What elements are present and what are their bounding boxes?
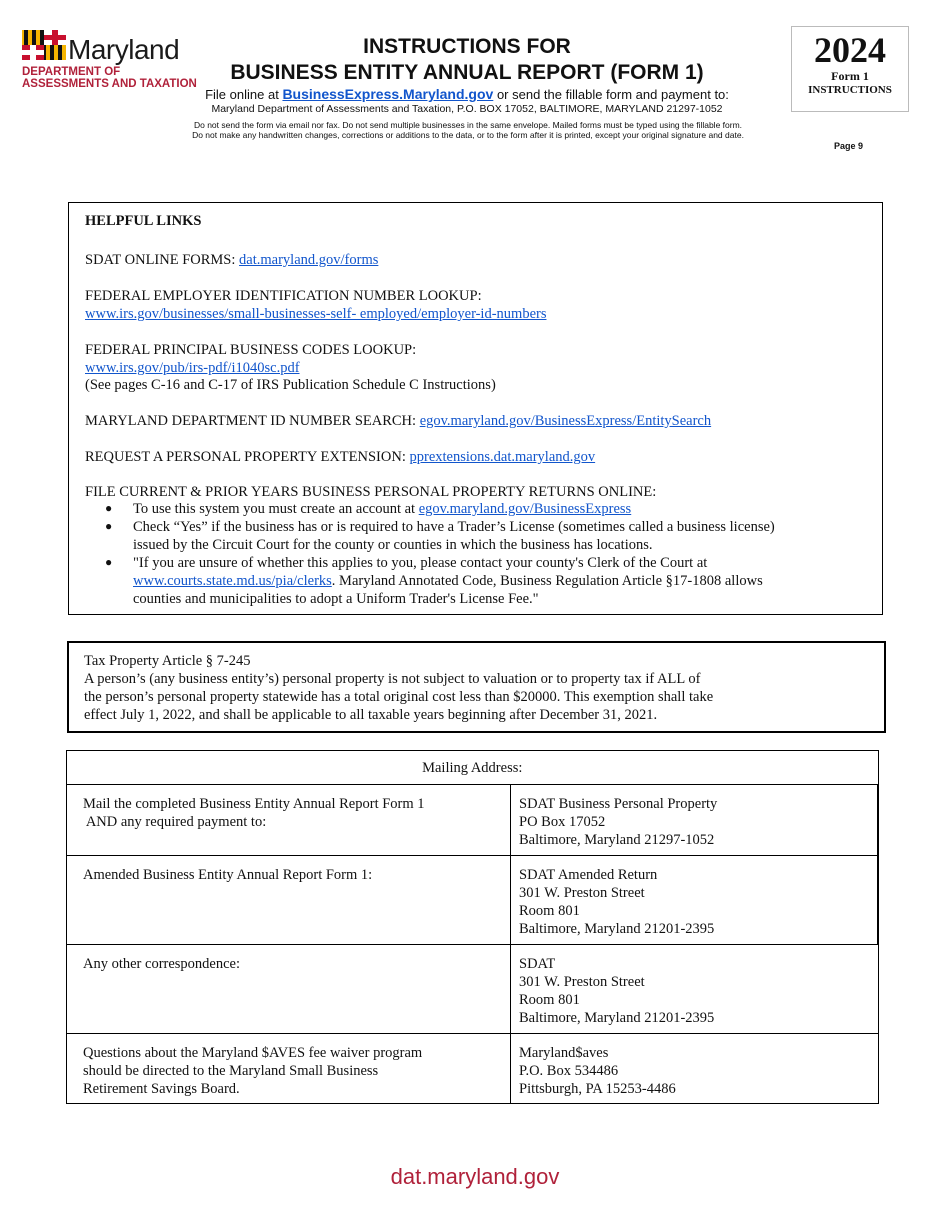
pp-extension-label: REQUEST A PERSONAL PROPERTY EXTENSION: (85, 449, 406, 465)
year-badge (791, 26, 909, 112)
bullet-2-line1: Check “Yes” if the business has or is required to have a Trader’s License (sometimes called a business license) (133, 519, 775, 535)
table-row (67, 945, 879, 1034)
instructions-label: INSTRUCTIONS (808, 84, 892, 96)
cell-line: PO Box 17052 (519, 814, 606, 830)
table-cell-address (511, 1034, 879, 1104)
cell-line: SDAT Amended Return (519, 867, 658, 883)
file-online-suffix: or send the fillable form and payment to: (496, 87, 729, 102)
bullet-1-text: To use this system you must create an account at (133, 501, 416, 517)
mailing-address-header: Mailing Address: (67, 751, 879, 785)
cell-line: P.O. Box 534486 (519, 1063, 619, 1079)
cell-line: SDAT Business Personal Property (519, 796, 718, 812)
table-cell-address (511, 785, 879, 856)
cell-line: Room 801 (519, 992, 580, 1008)
tax-article-line: A person’s (any business entity’s) personal property is not subject to valuation or to property tax if ALL of (84, 671, 701, 687)
instruction-note-2: Do not make any handwritten changes, corrections or additions to the data, or to the form after it is printed, except your original signature and date. (192, 130, 744, 140)
bullet-3-line2-text: . Maryland Annotated Code, Business Regulation Article §17-1808 allows (331, 573, 763, 589)
cell-line: Maryland$aves (519, 1045, 609, 1061)
footer-url: dat.maryland.gov (390, 1164, 560, 1189)
form-label: Form 1 (831, 69, 869, 83)
table-row (67, 785, 879, 856)
fein-link[interactable]: www.irs.gov/businesses/small-businesses-self- employed/employer-id-numbers (85, 306, 547, 322)
tax-article-box (67, 641, 886, 733)
logo-dept-line2: ASSESSMENTS AND TAXATION (22, 78, 197, 90)
md-id-row (85, 412, 711, 430)
file-online-line (180, 86, 754, 102)
cell-line: Retirement Savings Board. (83, 1081, 240, 1097)
table-cell-description (67, 945, 511, 1034)
cell-line: SDAT (519, 956, 556, 972)
table-cell-description (67, 856, 511, 945)
cell-line: Room 801 (519, 903, 580, 919)
cell-line: should be directed to the Maryland Small Business (83, 1063, 379, 1079)
entity-search-link[interactable]: egov.maryland.gov/BusinessExpress/EntitySearch (419, 413, 712, 429)
sdat-forms-row (85, 251, 378, 269)
tax-article-line: the person’s personal property statewide has a total original cost less than $20000. This exemption shall take (84, 689, 714, 705)
cell-line: AND any required payment to: (83, 814, 267, 830)
business-express-link[interactable]: BusinessExpress.Maryland.gov (282, 86, 494, 102)
pp-extension-row (85, 448, 595, 466)
helpful-links-heading: HELPFUL LINKS (85, 213, 202, 229)
bullet-icon: ● (105, 555, 113, 569)
page-number: Page 9 (834, 141, 864, 151)
cell-line: Baltimore, Maryland 21201-2395 (519, 1010, 715, 1026)
pbc-note: (See pages C-16 and C-17 of IRS Publication Schedule C Instructions) (85, 377, 496, 393)
fein-label: FEDERAL EMPLOYER IDENTIFICATION NUMBER LOOKUP: (85, 288, 482, 304)
pbc-label: FEDERAL PRINCIPAL BUSINESS CODES LOOKUP: (85, 342, 417, 358)
file-online-prefix: File online at (205, 87, 279, 102)
cell-line: Baltimore, Maryland 21297-1052 (519, 832, 715, 848)
business-express-account-link[interactable]: egov.maryland.gov/BusinessExpress (418, 501, 632, 517)
sdat-forms-link[interactable]: dat.maryland.gov/forms (239, 252, 379, 268)
bullet-3-line3: counties and municipalities to adopt a Uniform Trader's License Fee." (133, 591, 539, 607)
bullet-3-line2 (133, 572, 763, 590)
logo-dept-line1: DEPARTMENT OF (22, 66, 121, 78)
md-id-label: MARYLAND DEPARTMENT ID NUMBER SEARCH: (85, 413, 417, 429)
helpful-links-box (68, 202, 883, 615)
pp-extension-link[interactable]: pprextensions.dat.maryland.gov (409, 449, 596, 465)
cell-line: Pittsburgh, PA 15253-4486 (519, 1081, 676, 1097)
cell-line: 301 W. Preston Street (519, 885, 645, 901)
mail-address-line: Maryland Department of Assessments and Taxation, P.O. BOX 17052, BALTIMORE, MARYLAND 21297-1052 (211, 103, 723, 115)
instruction-note-1: Do not send the form via email nor fax. Do not send multiple businesses in the same envelope. Mailed forms must be typed using the fillable form. (193, 120, 743, 130)
logo-department (22, 66, 197, 90)
tax-article-title: Tax Property Article § 7-245 (84, 653, 251, 669)
table-cell-description (67, 785, 511, 856)
bullet-1 (133, 500, 631, 518)
table-row (67, 1034, 879, 1104)
bullet-3-line1: "If you are unsure of whether this applies to you, please contact your county's Clerk of the Court at (133, 555, 708, 571)
table-header-row (67, 751, 879, 785)
cell-line: Questions about the Maryland $AVES fee waiver program (83, 1045, 423, 1061)
table-cell-address (511, 945, 879, 1034)
sdat-forms-label: SDAT ONLINE FORMS: (85, 252, 236, 268)
cell-line: Any other correspondence: (83, 956, 241, 972)
table-cell-description (67, 1034, 511, 1104)
logo-wordmark: Maryland (68, 34, 180, 65)
page-title-line1: INSTRUCTIONS FOR (363, 35, 571, 58)
year-label: 2024 (814, 30, 886, 70)
table-cell-address (511, 856, 879, 945)
cell-line: Baltimore, Maryland 21201-2395 (519, 921, 715, 937)
table-row (67, 856, 879, 945)
page-title-line2: BUSINESS ENTITY ANNUAL REPORT (FORM 1) (230, 61, 704, 84)
mailing-address-table (66, 750, 879, 1104)
courts-clerks-link[interactable]: www.courts.state.md.us/pia/clerks (133, 573, 332, 589)
bullet-icon: ● (105, 501, 113, 515)
bullet-icon: ● (105, 519, 113, 533)
cell-line: Amended Business Entity Annual Report Form 1: (83, 867, 373, 883)
maryland-flag-icon (22, 30, 66, 60)
cell-line: 301 W. Preston Street (519, 974, 645, 990)
pbc-link[interactable]: www.irs.gov/pub/irs-pdf/i1040sc.pdf (85, 360, 300, 376)
bullet-2-line2: issued by the Circuit Court for the county or counties in which the business has locations. (133, 537, 653, 553)
cell-line: Mail the completed Business Entity Annual Report Form 1 (83, 796, 425, 812)
tax-article-line: effect July 1, 2022, and shall be applicable to all taxable years beginning after December 31, 2021. (84, 707, 658, 723)
file-current-label: FILE CURRENT & PRIOR YEARS BUSINESS PERSONAL PROPERTY RETURNS ONLINE: (85, 484, 657, 500)
